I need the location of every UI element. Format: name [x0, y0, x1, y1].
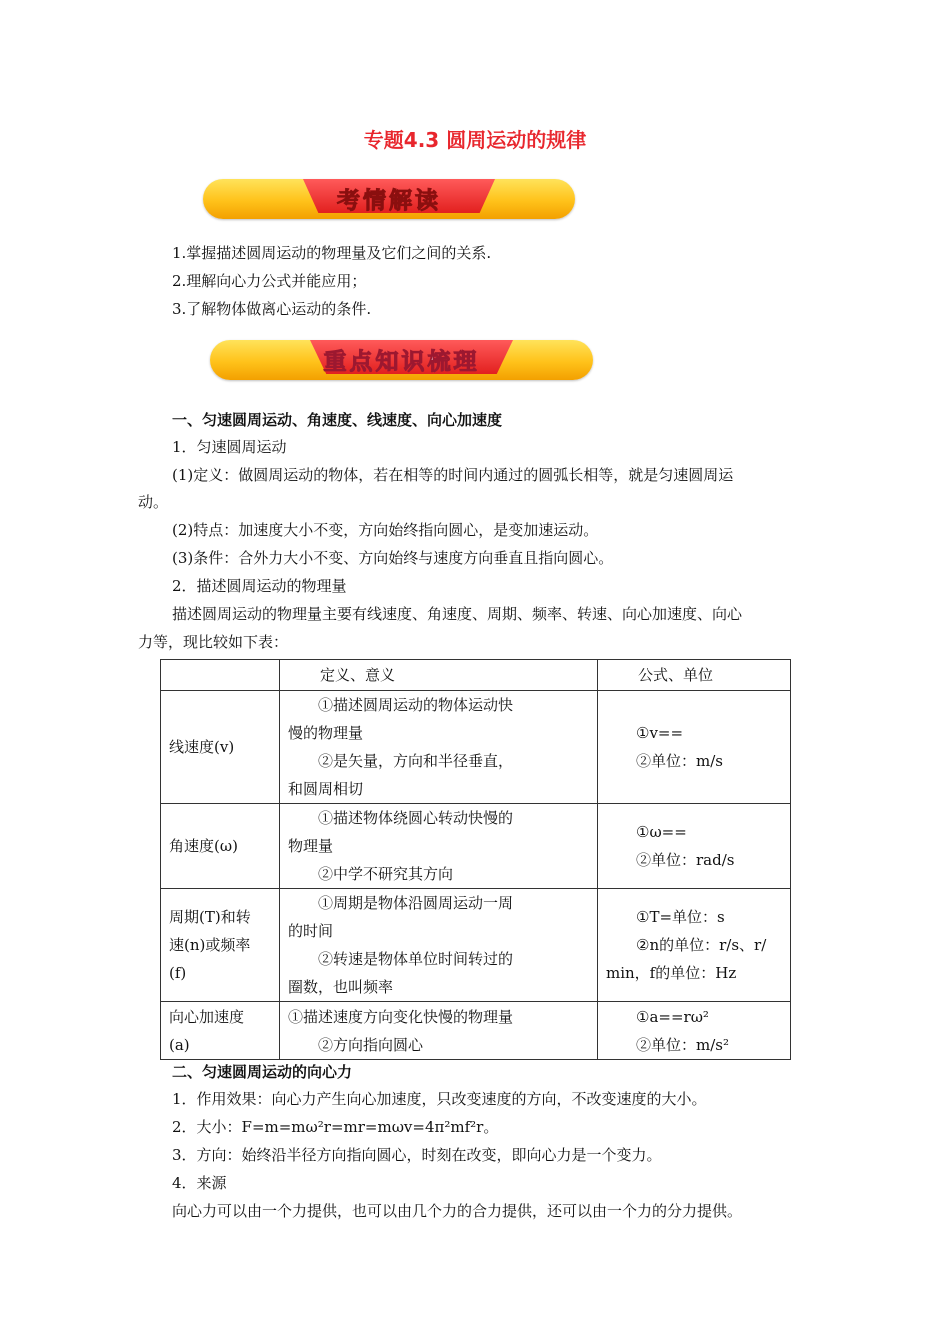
- banner-label: 考情解读: [337, 188, 441, 214]
- header-definition: 定义、意义: [320, 666, 396, 684]
- table-row: [161, 804, 791, 889]
- formula-line: ①v==: [636, 724, 684, 742]
- name-line: 周期(T)和转: [169, 908, 251, 926]
- paragraph: (2)特点：加速度大小不变，方向始终指向圆心，是变加速运动。: [172, 521, 599, 539]
- paragraph: 4．来源: [172, 1174, 227, 1192]
- row-definition: [280, 1002, 598, 1060]
- table-header-cell: [280, 660, 598, 691]
- table-header-cell: [161, 660, 280, 691]
- formula-line: ②n的单位：r/s、r/: [636, 936, 767, 954]
- formula-line: ②单位：m/s: [636, 752, 723, 770]
- objective-item: 3.了解物体做离心运动的条件.: [172, 300, 372, 318]
- row-name: 角速度(ω): [161, 804, 280, 889]
- def-line: 和圆周相切: [288, 780, 364, 798]
- banner-exam-analysis: [203, 179, 575, 219]
- row-definition: [280, 804, 598, 889]
- paragraph: 描述圆周运动的物理量主要有线速度、角速度、周期、频率、转速、向心加速度、向心: [172, 605, 743, 623]
- row-definition: [280, 889, 598, 1002]
- formula-line: ①ω==: [636, 823, 687, 841]
- formula-line: ①T=单位：s: [636, 908, 725, 926]
- table-row: [161, 1002, 791, 1060]
- objective-item: 2.理解向心力公式并能应用；: [172, 272, 367, 290]
- paragraph: 动。: [138, 493, 169, 511]
- section-heading: 一、匀速圆周运动、角速度、线速度、向心加速度: [172, 411, 503, 429]
- row-formula: [598, 889, 791, 1002]
- def-line: 的时间: [288, 922, 334, 940]
- def-line: ①周期是物体沿圆周运动一周: [318, 894, 514, 912]
- table-header-cell: [598, 660, 791, 691]
- name-line: 速(n)或频率: [169, 936, 251, 954]
- def-line: ②中学不研究其方向: [318, 865, 454, 883]
- section-heading: 二、匀速圆周运动的向心力: [172, 1063, 353, 1081]
- banner-label: 重点知识梳理: [323, 349, 480, 375]
- table-header-row: [161, 660, 791, 691]
- formula-line: min，f的单位：Hz: [606, 964, 737, 982]
- paragraph: 2．大小：F=m=mω²r=mr=mωv=4π²mf²r。: [172, 1118, 499, 1136]
- paragraph: (1)定义：做圆周运动的物体，若在相等的时间内通过的圆弧长相等，就是匀速圆周运: [172, 466, 734, 484]
- paragraph: 力等，现比较如下表：: [138, 633, 289, 651]
- row-formula: [598, 1002, 791, 1060]
- objective-item: 1.掌握描述圆周运动的物理量及它们之间的关系.: [172, 244, 492, 262]
- row-name: [161, 1002, 280, 1060]
- def-line: ①描述速度方向变化快慢的物理量: [288, 1007, 514, 1026]
- subheading: 1．匀速圆周运动: [172, 438, 287, 456]
- header-formula: 公式、单位: [638, 666, 714, 684]
- name-line: (a): [169, 1035, 190, 1054]
- table-row: [161, 691, 791, 804]
- page-title: 专题4.3 圆周运动的规律: [363, 128, 587, 152]
- row-formula: [598, 691, 791, 804]
- def-line: 慢的物理量: [288, 724, 364, 742]
- def-line: ②是矢量，方向和半径垂直，: [318, 752, 514, 770]
- formula-line: ②单位：rad/s: [636, 851, 735, 869]
- def-line: ②方向指向圆心: [318, 1035, 424, 1054]
- row-definition: [280, 691, 598, 804]
- paragraph: (3)条件：合外力大小不变、方向始终与速度方向垂直且指向圆心。: [172, 549, 614, 567]
- formula-line: ①a==rω²: [636, 1007, 709, 1026]
- subheading: 2．描述圆周运动的物理量: [172, 577, 347, 595]
- def-line: ①描述物体绕圆心转动快慢的: [318, 809, 514, 827]
- name-line: (f): [169, 964, 187, 982]
- banner-key-knowledge: [210, 340, 593, 380]
- def-line: 圈数，也叫频率: [288, 978, 394, 996]
- name-line: 向心加速度: [169, 1007, 245, 1026]
- formula-line: ②单位：m/s²: [636, 1035, 729, 1054]
- table-row: [161, 889, 791, 1002]
- quantities-table: [160, 659, 791, 1060]
- def-line: ①描述圆周运动的物体运动快: [318, 696, 514, 714]
- row-formula: [598, 804, 791, 889]
- paragraph: 向心力可以由一个力提供，也可以由几个力的合力提供，还可以由一个力的分力提供。: [172, 1202, 743, 1220]
- paragraph: 1．作用效果：向心力产生向心加速度，只改变速度的方向，不改变速度的大小。: [172, 1090, 707, 1108]
- def-line: ②转速是物体单位时间转过的: [318, 950, 514, 968]
- row-name: 线速度(v): [161, 691, 280, 804]
- row-name: [161, 889, 280, 1002]
- paragraph: 3．方向：始终沿半径方向指向圆心，时刻在改变，即向心力是一个变力。: [172, 1146, 662, 1164]
- def-line: 物理量: [288, 837, 334, 855]
